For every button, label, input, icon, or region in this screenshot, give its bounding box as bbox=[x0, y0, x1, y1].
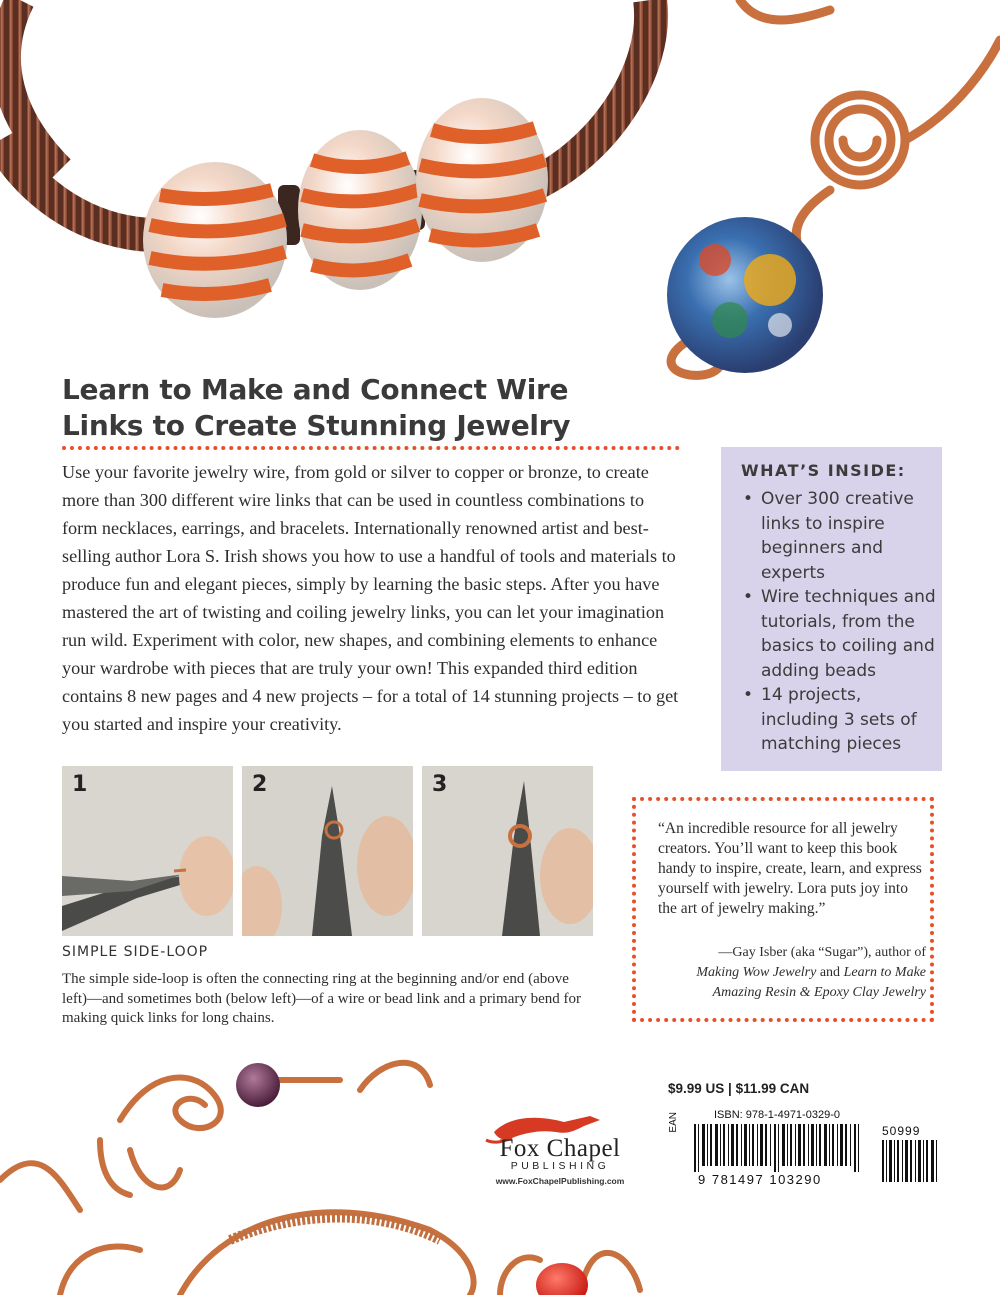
attribution-book-2: Learn to Make Amazing Resin & Epoxy Clay Jewelry bbox=[712, 965, 926, 1000]
ean-label: EAN bbox=[668, 1112, 679, 1133]
step-number: 2 bbox=[252, 772, 268, 797]
cover-photo-bracelet bbox=[0, 0, 1000, 380]
barcode bbox=[664, 1102, 940, 1186]
testimonial-attribution bbox=[658, 943, 926, 1003]
main-barcode-bars bbox=[694, 1124, 874, 1172]
publisher-subtitle: PUBLISHING bbox=[510, 1160, 610, 1172]
whats-inside-list bbox=[741, 487, 937, 757]
attribution-author: —Gay Isber (aka “Sugar”), author of bbox=[718, 945, 926, 960]
addon-barcode-bars bbox=[882, 1140, 938, 1182]
list-item: • Over 300 creative links to inspire beginners and experts bbox=[741, 487, 937, 585]
attribution-and: and bbox=[816, 965, 844, 980]
caption-text: The simple side-loop is often the connecting ring at the beginning and/or end (above left)—and sometimes both (below left)—of a wire or bead link and a primary bend for making quick links for long chains. bbox=[62, 971, 582, 1026]
testimonial-quote: “An incredible resource for all jewelry creators. You’ll want to keep this book handy to inspire, create, learn, and express yourself with jewelry. Lora puts joy into the art of jewelry making.” bbox=[658, 820, 922, 917]
isbn: ISBN: 978-1-4971-0329-0 bbox=[714, 1109, 840, 1121]
step-photo-1 bbox=[62, 766, 233, 936]
step-number: 1 bbox=[72, 772, 88, 797]
testimonial-box bbox=[632, 797, 934, 1022]
price: $9.99 US | $11.99 CAN bbox=[668, 1081, 810, 1096]
attribution-book-1: Making Wow Jewelry bbox=[696, 965, 817, 980]
caption-heading: SIMPLE SIDE-LOOP bbox=[62, 944, 209, 960]
whats-inside-box bbox=[721, 447, 942, 771]
step-number: 3 bbox=[432, 772, 448, 797]
publisher-name: Fox Chapel bbox=[499, 1135, 621, 1162]
headline bbox=[62, 372, 622, 444]
list-item: • Wire techniques and tutorials, from the basics to coiling and adding beads bbox=[741, 585, 937, 683]
step-photo-3 bbox=[422, 766, 593, 936]
book-description: Use your favorite jewelry wire, from gold or silver to copper or bronze, to create more than 300 different wire links that can be used in countless combinations to form necklaces, earrings, and bracelets. Internationally renowned artist and best-selling author Lora S. Irish shows you how to use a handful of tools and materials to produce fun and elegant pieces, simply by learning the basic steps. After you have mastered the art of twisting and coiling jewelry links, you can let your imagination run wild. Experiment with color, new shapes, and combining elements to enhance your wardrobe with pieces that are truly your own! This expanded third edition contains 8 new pages and 4 new projects – for a total of 14 stunning projects – to get you started and inspire your creativity. bbox=[62, 462, 679, 734]
headline-divider bbox=[62, 446, 680, 450]
headline-line-2: Links to Create Stunning Jewelry bbox=[62, 409, 571, 442]
barcode-numbers: 9 781497 103290 bbox=[698, 1172, 822, 1187]
step-photo-2 bbox=[242, 766, 413, 936]
list-item: • 14 projects, including 3 sets of matching pieces bbox=[741, 683, 937, 757]
publisher-url: www.FoxChapelPublishing.com bbox=[495, 1176, 625, 1186]
addon-number: 50999 bbox=[882, 1124, 921, 1138]
headline-line-1: Learn to Make and Connect Wire bbox=[62, 373, 569, 406]
whats-inside-title: WHAT’S INSIDE: bbox=[741, 461, 906, 480]
